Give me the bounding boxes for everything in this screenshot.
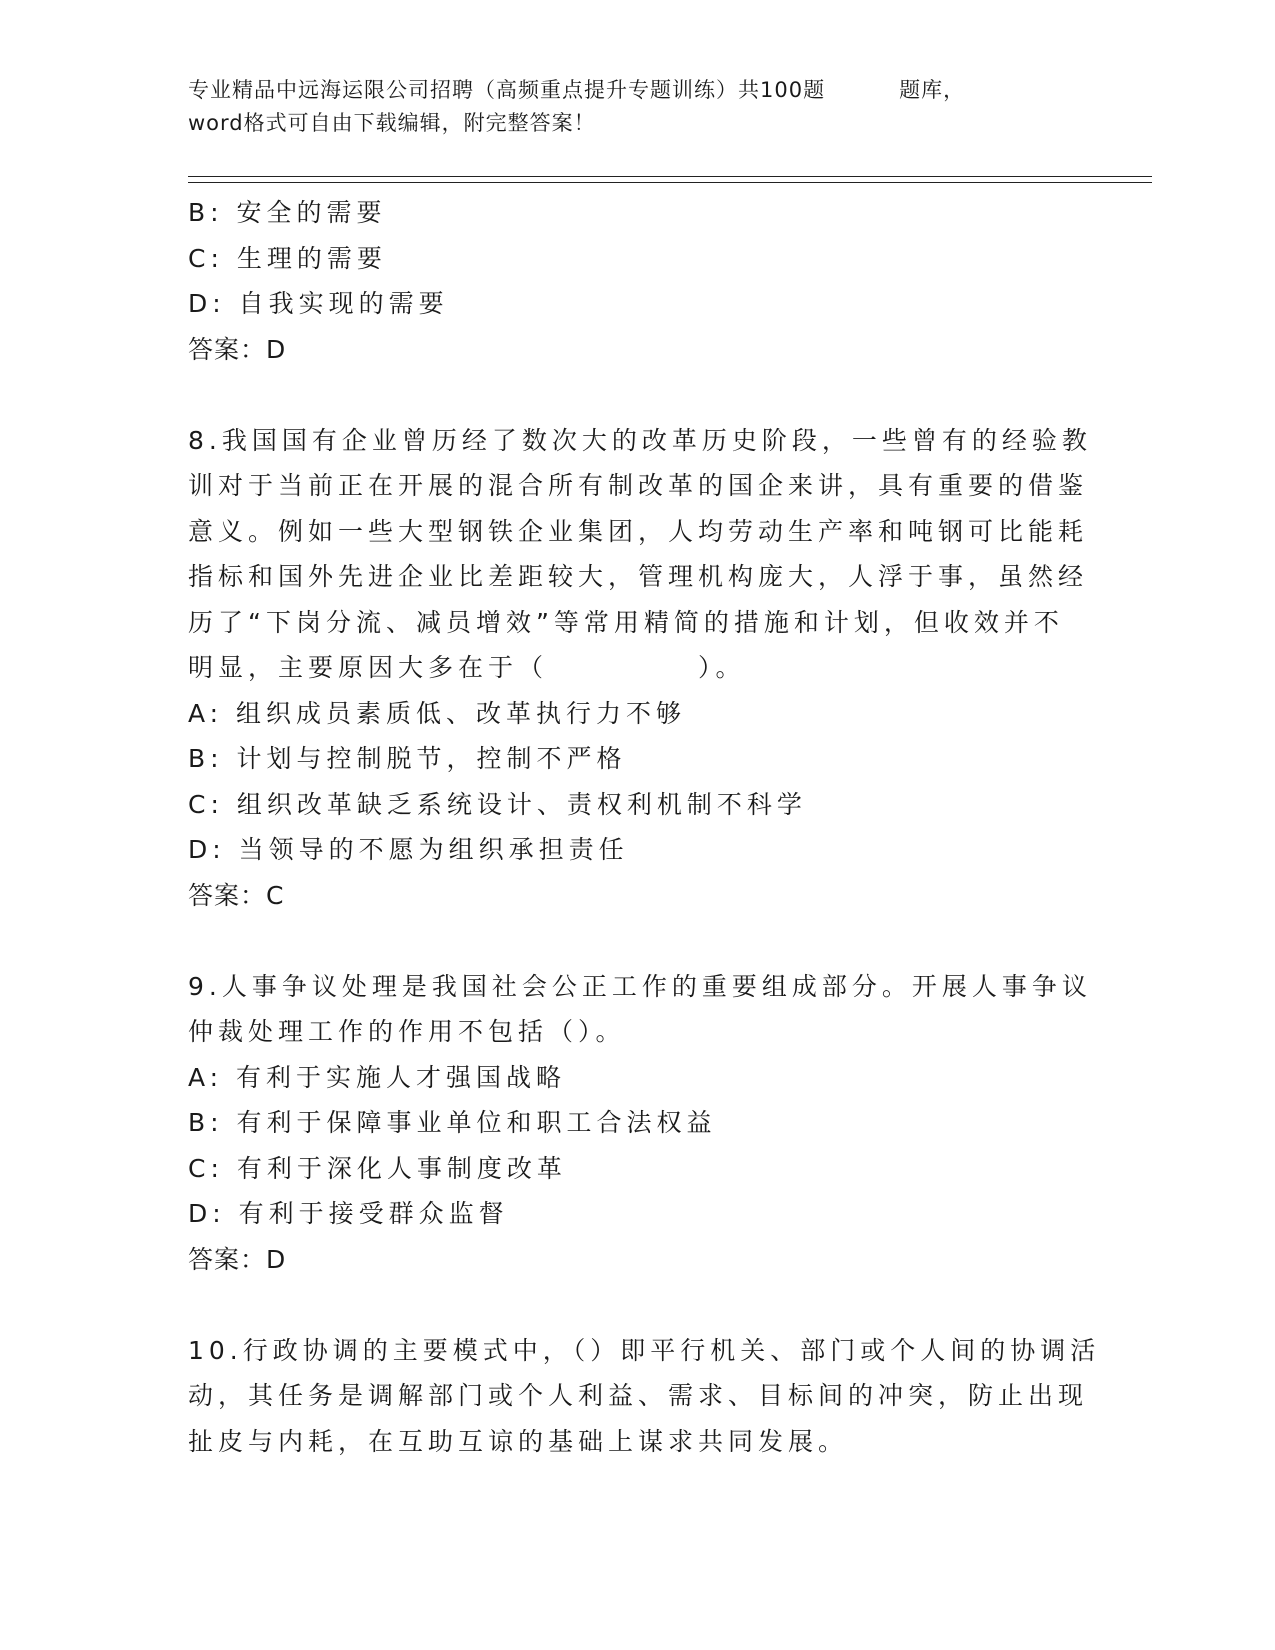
option-d: D: 自我实现的需要 xyxy=(188,289,449,318)
q8-stem-line-1: 8.我国国有企业曾历经了数次大的改革历史阶段，一些曾有的经验教 xyxy=(188,425,1092,455)
q8-option-a: A: 组织成员素质低、改革执行力不够 xyxy=(188,698,687,728)
q8-option-b: B: 计划与控制脱节，控制不严格 xyxy=(188,744,627,773)
q8-stem-line-4: 指标和国外先进企业比差距较大，管理机构庞大，人浮于事，虽然经 xyxy=(188,562,1089,591)
q9-option-b: B: 有利于保障事业单位和职工合法权益 xyxy=(188,1108,717,1137)
q9-option-c: C: 有利于深化人事制度改革 xyxy=(188,1153,567,1183)
option-c: C: 生理的需要 xyxy=(188,243,387,273)
document-header xyxy=(188,74,1068,140)
q8-stem-line-5: 历了“下岗分流、减员增效”等常用精简的措施和计划，但收效并不 xyxy=(188,607,1064,637)
q8-stem-line-2: 训对于当前正在开展的混合所有制改革的国企来讲，具有重要的借鉴 xyxy=(188,471,1089,500)
q8-stem-line-6: 明显，主要原因大多在于（ ）。 xyxy=(188,653,746,682)
header-title: 专业精品中远海运限公司招聘（高频重点提升专题训练）共100题 xyxy=(188,78,826,102)
header-rule-top xyxy=(188,176,1152,177)
q8-option-d: D: 当领导的不愿为组织承担责任 xyxy=(188,835,629,864)
q9-stem-line-1: 9.人事争议处理是我国社会公正工作的重要组成部分。开展人事争议 xyxy=(188,971,1092,1001)
header-rule-bottom xyxy=(188,182,1152,183)
q9-option-d: D: 有利于接受群众监督 xyxy=(188,1199,509,1228)
q8-answer: 答案：C xyxy=(188,880,285,910)
q9-option-a: A: 有利于实施人才强国战略 xyxy=(188,1062,567,1092)
q10-stem-line-2: 动，其任务是调解部门或个人利益、需求、目标间的冲突，防止出现 xyxy=(188,1381,1089,1410)
q10-stem-line-1: 10.行政协调的主要模式中，（）即平行机关、部门或个人间的协调活 xyxy=(188,1335,1101,1365)
header-line-2: word格式可自由下载编辑，附完整答案！ xyxy=(188,111,596,135)
q10-stem-line-3: 扯皮与内耗，在互助互谅的基础上谋求共同发展。 xyxy=(188,1426,849,1456)
q8-option-c: C: 组织改革缺乏系统设计、责权利机制不科学 xyxy=(188,789,807,819)
q8-stem-line-3: 意义。例如一些大型钢铁企业集团，人均劳动生产率和吨钢可比能耗 xyxy=(188,516,1089,546)
question-content xyxy=(188,190,1101,1464)
header-line-1 xyxy=(188,74,1068,107)
answer-line: 答案：D xyxy=(188,334,287,364)
q9-stem-line-2: 仲裁处理工作的作用不包括（）。 xyxy=(188,1017,626,1046)
header-title-suffix: 题库， xyxy=(899,78,966,102)
q9-answer: 答案：D xyxy=(188,1244,287,1274)
option-b: B: 安全的需要 xyxy=(188,198,387,227)
